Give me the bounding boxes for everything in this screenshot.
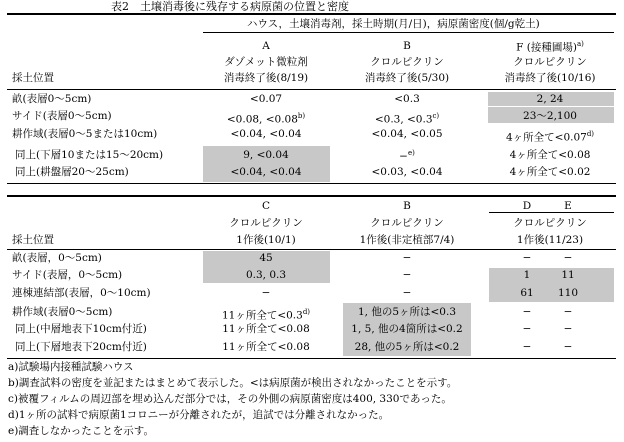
t2-row4-d: − bbox=[522, 306, 532, 318]
t1-col-b-agent: クロルピクリン bbox=[370, 56, 444, 68]
t2-row3-c: − bbox=[261, 287, 271, 299]
t2-row2-e: 11 bbox=[561, 269, 575, 281]
t2-col-de-timing: 1作後(11/23) bbox=[516, 234, 584, 246]
t1-row2-f: 23〜2,100 bbox=[523, 110, 577, 122]
t2-row6-c: 11ヶ所全て<0.08 bbox=[222, 341, 310, 353]
t2-row2-c: 0.3, 0.3 bbox=[245, 269, 287, 281]
rule-t1-top bbox=[7, 13, 616, 15]
t1-row5-label: 同上(耕盤層20〜25cm) bbox=[15, 166, 129, 178]
t1-row3-f-text: 4ヶ所全て<0.07 bbox=[505, 131, 587, 144]
t2-col-c-timing: 1作後(10/1) bbox=[236, 234, 296, 246]
t1-col-f-letter bbox=[516, 38, 584, 54]
t2-row3-b: − bbox=[402, 287, 412, 299]
t1-row1-label: 畝(表層0〜5cm) bbox=[12, 93, 92, 105]
t1-row2-a bbox=[227, 110, 305, 126]
t2-col-c-agent: クロルピクリン bbox=[229, 217, 303, 229]
t2-row1-b: − bbox=[402, 252, 412, 264]
footnote-b: b)調査試料の密度を並記またはまとめて表示した。<は病原菌が検出されなかったことを示す。 bbox=[8, 377, 458, 389]
t2-row1-label: 畝(表層，0〜5cm) bbox=[12, 252, 102, 264]
t2-stub-header: 採土位置 bbox=[12, 234, 54, 246]
t1-row4-f: 4ヶ所全て<0.08 bbox=[509, 149, 591, 161]
footnote-e: e)調査しなかったことを示す。 bbox=[8, 425, 154, 437]
t2-row2-d: 1 bbox=[523, 269, 531, 281]
t1-col-f-timing: 消毒終了後(10/16) bbox=[504, 72, 596, 84]
t2-row4-e: − bbox=[563, 306, 573, 318]
t1-row2-b-sup: c) bbox=[432, 112, 440, 120]
t1-row4-a: 9, <0.04 bbox=[243, 149, 289, 161]
t2-row5-b: 1, 5, 他の4箇所は<0.2 bbox=[351, 323, 463, 335]
rule-t2-header bbox=[7, 249, 616, 250]
t2-col-de-agent: クロルピクリン bbox=[513, 217, 587, 229]
t2-col-b-letter: B bbox=[403, 200, 411, 212]
highlight-t2-de-rows23 bbox=[489, 268, 614, 302]
t2-row4-label: 耕作域(表層0〜5cm) bbox=[12, 306, 113, 318]
t1-row4-b-sup: e) bbox=[407, 149, 415, 157]
t2-row2-b: − bbox=[402, 269, 412, 281]
t1-col-a-letter: A bbox=[262, 40, 270, 52]
t1-row4-b-text: − bbox=[399, 150, 408, 163]
t2-row1-d: − bbox=[522, 252, 532, 264]
t1-col-f-letter-text: F (接種圃場) bbox=[516, 41, 577, 54]
t2-row5-d: − bbox=[522, 323, 532, 335]
t1-col-b-letter: B bbox=[403, 40, 411, 52]
t2-row6-d: − bbox=[522, 341, 532, 353]
t1-row3-label: 耕作域(表層0〜5または10cm) bbox=[12, 128, 158, 140]
t2-row6-label: 同上(下層地表下20cm付近) bbox=[15, 341, 147, 353]
t2-row1-e: − bbox=[563, 252, 573, 264]
t1-row3-b: <0.04, <0.05 bbox=[371, 128, 443, 140]
t2-col-b-timing: 1作後(非定植部7/4) bbox=[359, 234, 455, 246]
t1-row3-f-sup: d) bbox=[586, 130, 595, 138]
t2-col-b-agent: クロルピクリン bbox=[370, 217, 444, 229]
t2-row5-e: − bbox=[563, 323, 573, 335]
t2-row3-d: 61 bbox=[520, 287, 534, 299]
t1-row4-label: 同上(下層10または15〜20cm) bbox=[15, 149, 164, 161]
t1-row2-label: サイド(表層0〜5cm) bbox=[12, 110, 112, 122]
t1-row5-b: <0.03, <0.04 bbox=[371, 166, 443, 178]
rule-t2-bottom bbox=[7, 358, 616, 359]
t1-row2-a-text: <0.08, <0.08 bbox=[226, 113, 298, 126]
t1-row3-a: <0.04, <0.04 bbox=[230, 128, 302, 140]
t1-stub-header: 採土位置 bbox=[12, 72, 54, 84]
t1-row2-a-sup: b) bbox=[297, 112, 306, 120]
t2-col-c-letter: C bbox=[261, 200, 271, 212]
table-title: 表2 土壌消毒後に残存する病原菌の位置と密度 bbox=[111, 0, 349, 13]
t1-col-a-agent: ダゾメット微粒剤 bbox=[224, 56, 308, 68]
t1-superheader: ハウス，土壌消毒剤，採土時期(月/日)，病原菌密度(個/g乾土) bbox=[247, 18, 540, 30]
t2-col-d-letter: D bbox=[522, 200, 532, 212]
rule-t2-de-header bbox=[489, 212, 614, 213]
footnote-a: a)試験場内接種試験ハウス bbox=[8, 361, 134, 373]
t1-row2-b-text: <0.3, <0.3 bbox=[374, 113, 433, 126]
t1-row3-f bbox=[506, 128, 594, 144]
rule-t1-superheader bbox=[203, 32, 614, 33]
t1-row1-a: <0.07 bbox=[249, 93, 283, 105]
t2-col-e-letter: E bbox=[564, 200, 572, 212]
t1-col-a-timing: 消毒終了後(8/19) bbox=[223, 72, 309, 84]
t2-row5-label: 同上(中層地表下10cm付近) bbox=[15, 323, 147, 335]
t1-col-f-sup: a) bbox=[576, 40, 584, 48]
t1-row1-f: 2, 24 bbox=[536, 93, 564, 105]
rule-t1-header bbox=[7, 89, 616, 90]
footnote-c: c)被覆フィルムの周辺部を埋め込んだ部分では，その外側の病原菌密度は400, 330であった。 bbox=[8, 393, 452, 405]
t1-row1-b: <0.3 bbox=[394, 93, 420, 105]
t2-row2-label: サイド(表層，0〜5cm) bbox=[12, 269, 123, 281]
t2-row6-b: 28, 他の5ヶ所は<0.2 bbox=[354, 341, 460, 353]
t2-row1-c: 45 bbox=[259, 252, 273, 264]
footnote-d: d)1ヶ所の試料で病原菌1コロニーが分離されたが，追試では分離されなかった。 bbox=[8, 409, 390, 421]
t1-col-f-agent: クロルピクリン bbox=[513, 56, 587, 68]
t2-row4-c-sup: d) bbox=[302, 308, 311, 316]
t1-row2-b bbox=[375, 110, 439, 126]
t2-row4-c-text: 11ヶ所全て<0.3 bbox=[221, 309, 303, 322]
t2-row4-b: 1, 他の5ヶ所は<0.3 bbox=[357, 306, 457, 318]
rule-t1-bottom bbox=[7, 183, 616, 184]
t2-row6-e: − bbox=[563, 341, 573, 353]
t1-row5-a: <0.04, <0.04 bbox=[230, 166, 302, 178]
t2-row3-label: 連棟連結部(表層，0〜10cm) bbox=[12, 287, 151, 299]
t2-row5-c: 11ヶ所全て<0.08 bbox=[222, 323, 310, 335]
rule-t2-top bbox=[7, 195, 616, 197]
t2-row3-e: 110 bbox=[557, 287, 579, 299]
t1-row5-f: 4ヶ所全て<0.02 bbox=[509, 166, 591, 178]
t1-col-b-timing: 消毒終了後(5/30) bbox=[364, 72, 450, 84]
t1-row4-b bbox=[399, 147, 415, 163]
t2-row4-c bbox=[222, 306, 310, 322]
